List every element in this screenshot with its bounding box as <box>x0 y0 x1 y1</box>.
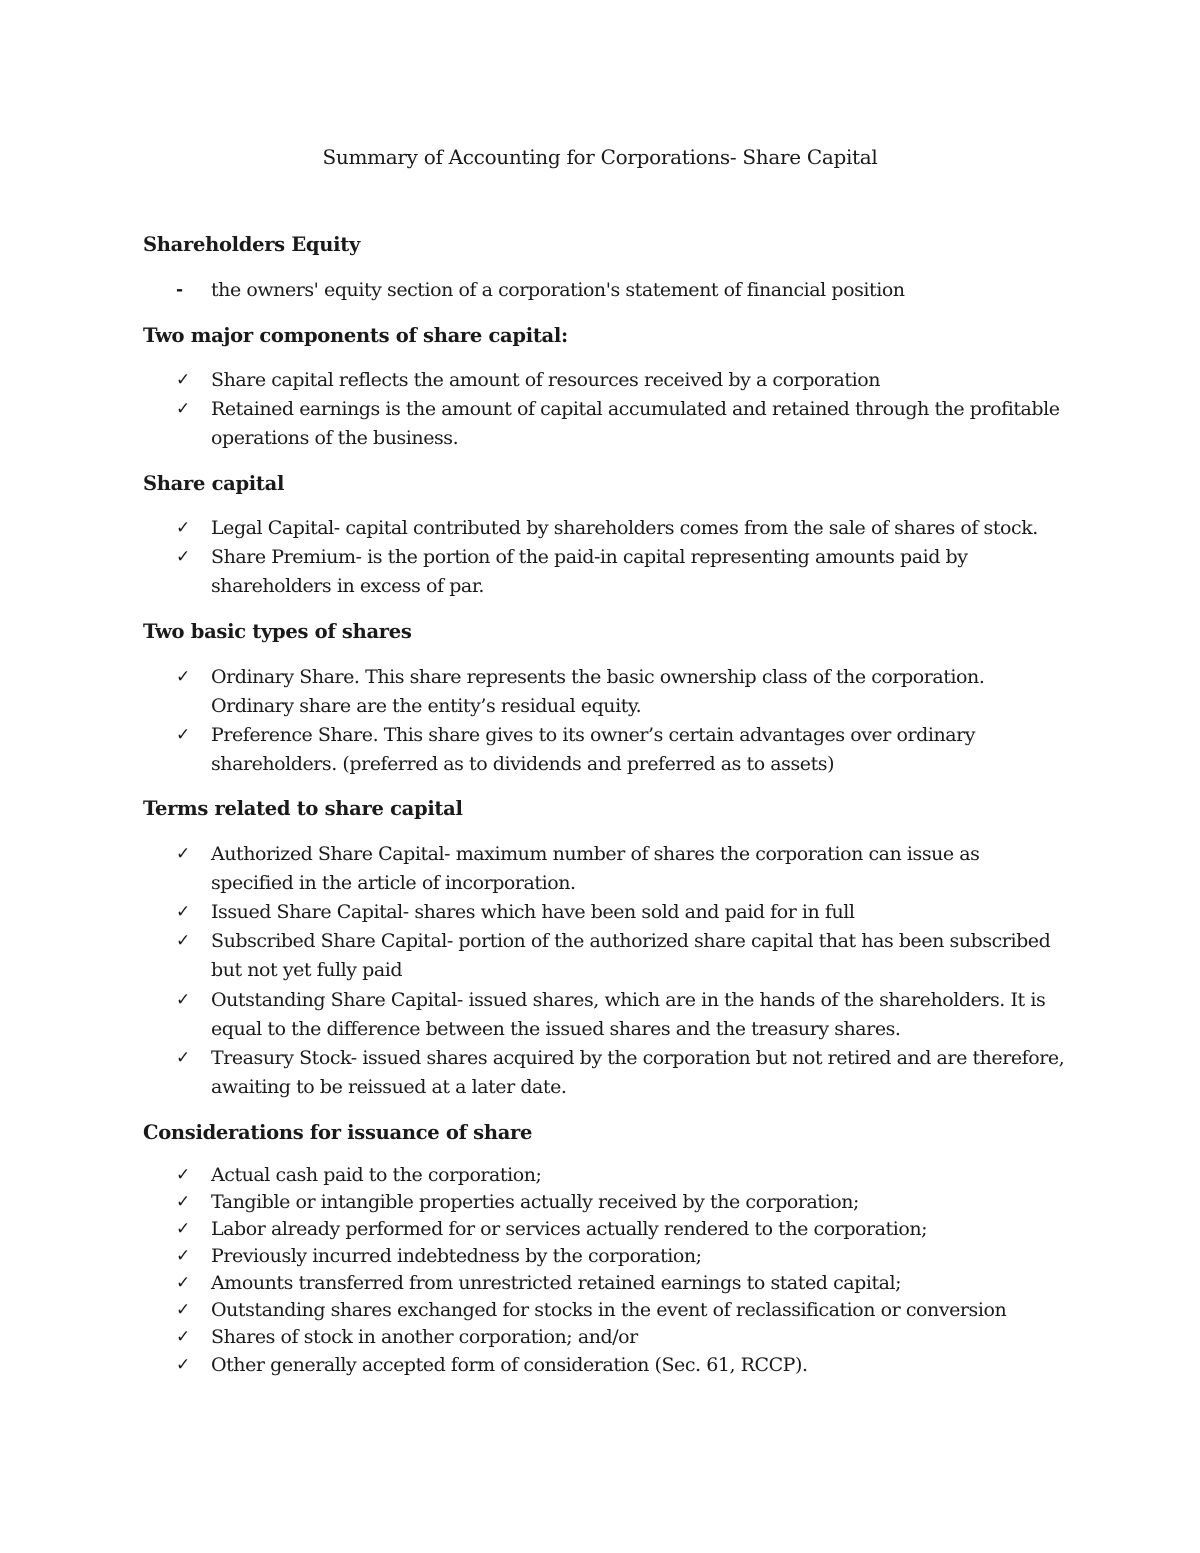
checkmark-icon: ✓ <box>176 1355 190 1375</box>
list-item-text: Shares of stock in another corporation; and/or <box>211 1326 638 1348</box>
checkmark-icon: ✓ <box>176 1165 190 1185</box>
list-item-text: Authorized Share Capital- maximum number of shares the corporation can issue as specified in the article of incorporation. <box>211 843 980 894</box>
list-item <box>176 1297 1066 1324</box>
section-heading-considerations: Considerations for issuance of share <box>143 1121 533 1144</box>
checkmark-icon: ✓ <box>176 1219 190 1239</box>
checkmark-icon: ✓ <box>176 1300 190 1320</box>
list-item-text: Outstanding Share Capital- issued shares, which are in the hands of the shareholders. It is equal to the difference between the issued shares and the treasury shares. <box>211 989 1046 1040</box>
list-item-text: Amounts transferred from unrestricted retained earnings to stated capital; <box>211 1272 902 1294</box>
list-item-text: Preference Share. This share gives to its owner’s certain advantages over ordinary shareholders. (preferred as to dividends and preferred as to assets) <box>211 724 976 775</box>
list-item <box>176 543 1066 601</box>
list-item-text: Legal Capital- capital contributed by shareholders comes from the sale of shares of stock. <box>211 517 1038 539</box>
checkmark-icon: ✓ <box>176 1327 190 1347</box>
list-item <box>176 395 1066 453</box>
list-item <box>176 663 1066 721</box>
list-item <box>176 1352 1066 1379</box>
checkmark-icon: ✓ <box>176 518 190 538</box>
list-item <box>176 721 1066 779</box>
list-item-text: Subscribed Share Capital- portion of the authorized share capital that has been subscribed but not yet fully paid <box>211 930 1051 981</box>
list-item <box>176 1216 1066 1243</box>
list-item <box>176 898 1066 927</box>
section-heading-major-components: Two major components of share capital: <box>143 324 568 347</box>
list-item-text: Other generally accepted form of consideration (Sec. 61, RCCP). <box>211 1354 808 1376</box>
checkmark-icon: ✓ <box>176 725 190 745</box>
section-heading-shareholders-equity: Shareholders Equity <box>143 233 360 256</box>
section-heading-share-capital: Share capital <box>143 472 285 495</box>
list-item-text: Ordinary Share. This share represents the basic ownership class of the corporation. Ordinary share are the entity’s residual equity. <box>211 666 985 717</box>
dash-bullet: - <box>176 280 183 300</box>
list-item <box>176 986 1066 1044</box>
checkmark-icon: ✓ <box>176 902 190 922</box>
list-item-text: Retained earnings is the amount of capital accumulated and retained through the profitable operations of the business. <box>211 398 1060 449</box>
checkmark-icon: ✓ <box>176 1048 190 1068</box>
list-item-text: Share capital reflects the amount of resources received by a corporation <box>211 369 881 391</box>
list-item-text: Previously incurred indebtedness by the corporation; <box>211 1245 702 1267</box>
checkmark-icon: ✓ <box>176 1192 190 1212</box>
list-item <box>176 366 1066 395</box>
list-item-text: Actual cash paid to the corporation; <box>211 1164 542 1186</box>
list-item-text: Tangible or intangible properties actually received by the corporation; <box>211 1191 859 1213</box>
checkmark-icon: ✓ <box>176 667 190 687</box>
checkmark-icon: ✓ <box>176 1246 190 1266</box>
list-item-text: Treasury Stock- issued shares acquired by the corporation but not retired and are therefore, awaiting to be reissued at a later date. <box>211 1047 1065 1098</box>
section-heading-terms: Terms related to share capital <box>143 797 463 820</box>
list-item-text: Share Premium- is the portion of the paid-in capital representing amounts paid by shareholders in excess of par. <box>211 546 968 597</box>
list-item <box>176 1044 1066 1102</box>
checkmark-icon: ✓ <box>176 844 190 864</box>
checkmark-icon: ✓ <box>176 399 190 419</box>
checkmark-icon: ✓ <box>176 547 190 567</box>
list-item-text: Outstanding shares exchanged for stocks in the event of reclassification or conversion <box>211 1299 1007 1321</box>
list-item <box>176 840 1066 898</box>
document-title: Summary of Accounting for Corporations- Share Capital <box>322 145 878 169</box>
section-heading-basic-types: Two basic types of shares <box>143 620 412 643</box>
checkmark-icon: ✓ <box>176 931 190 951</box>
list-item-text: the owners' equity section of a corporation's statement of financial position <box>211 279 905 301</box>
checkmark-icon: ✓ <box>176 370 190 390</box>
list-item <box>176 1189 1066 1216</box>
list-item <box>176 276 1066 305</box>
list-item <box>176 927 1066 985</box>
checkmark-icon: ✓ <box>176 990 190 1010</box>
list-item <box>176 1270 1066 1297</box>
checkmark-icon: ✓ <box>176 1273 190 1293</box>
list-item <box>176 514 1066 543</box>
list-item-text: Issued Share Capital- shares which have been sold and paid for in full <box>211 901 855 923</box>
list-item <box>176 1162 1066 1189</box>
list-item <box>176 1324 1066 1351</box>
list-item-text: Labor already performed for or services actually rendered to the corporation; <box>211 1218 928 1240</box>
list-item <box>176 1243 1066 1270</box>
